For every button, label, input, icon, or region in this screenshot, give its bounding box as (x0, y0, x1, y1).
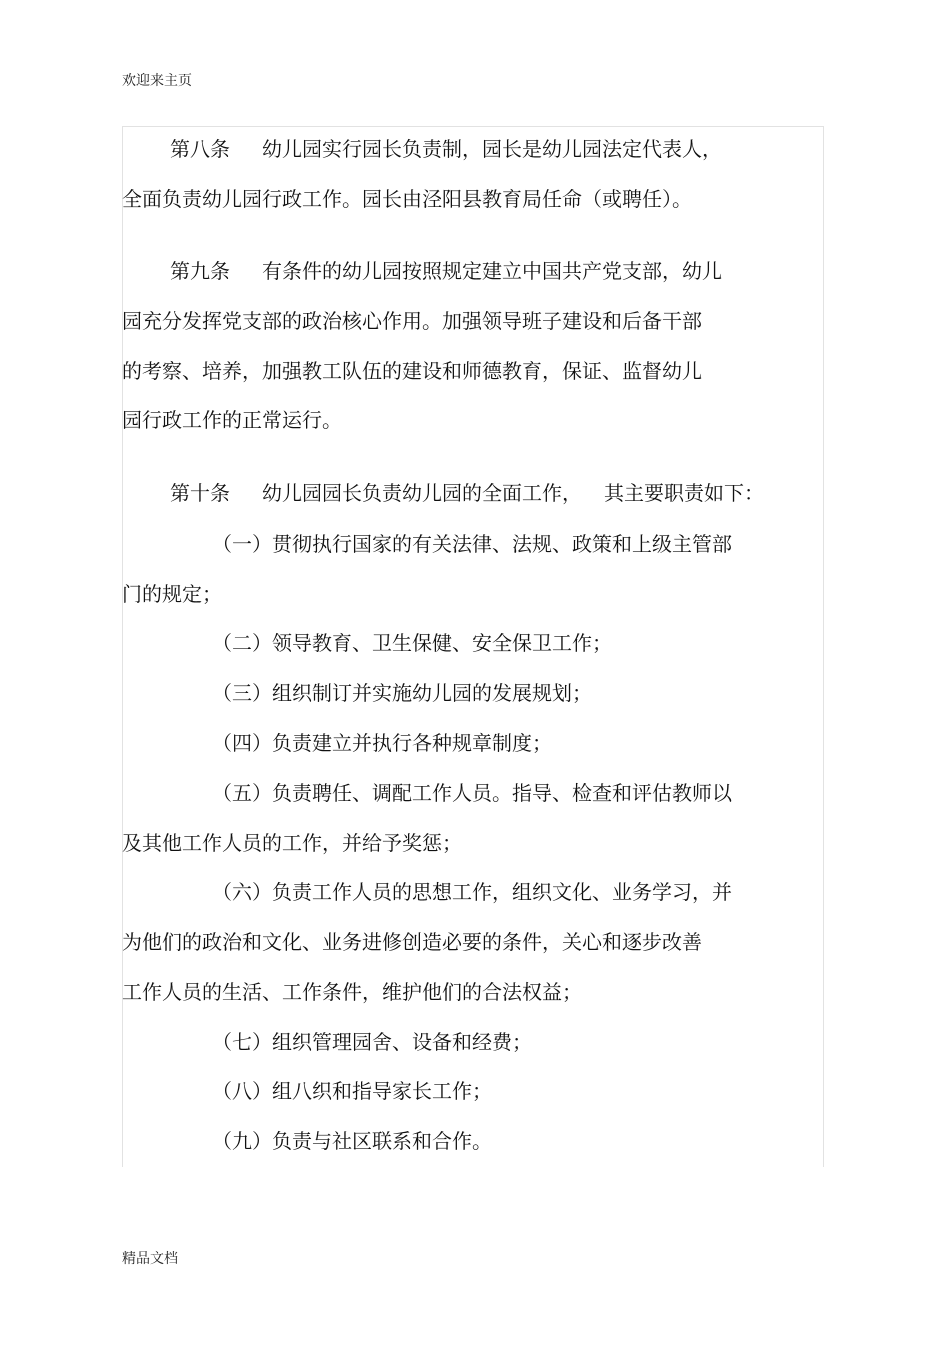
item-1-line-1: （一）贯彻执行国家的有关法律、法规、政策和上级主管部 (212, 532, 732, 556)
article-9-text-1: 有条件的幼儿园按照规定建立中国共产党支部，幼儿 (262, 259, 722, 283)
article-9-text-3: 的考察、培养，加强教工队伍的建设和师德教育，保证、监督幼儿 (122, 359, 702, 383)
page-footer: 精品文档 (122, 1251, 178, 1267)
page-header: 欢迎来主页 (122, 73, 192, 89)
item-9: （九）负责与社区联系和合作。 (212, 1129, 492, 1153)
article-9-text-2: 园充分发挥党支部的政治核心作用。加强领导班子建设和后备干部 (122, 309, 702, 333)
item-5-line-1: （五）负责聘任、调配工作人员。指导、检查和评估教师以 (212, 781, 732, 805)
article-8-text-1: 幼儿园实行园长负责制，园长是幼儿园法定代表人， (262, 137, 722, 161)
article-10-label: 第十条 (170, 481, 230, 505)
item-6-line-1: （六）负责工作人员的思想工作，组织文化、业务学习，并 (212, 880, 732, 904)
item-7: （七）组织管理园舍、设备和经费； (212, 1030, 532, 1054)
item-8: （八）组八织和指导家长工作； (212, 1079, 492, 1103)
article-9-label: 第九条 (170, 259, 230, 283)
article-9-text-4: 园行政工作的正常运行。 (122, 408, 342, 432)
article-10-text-1a: 幼儿园园长负责幼儿园的全面工作， (262, 481, 582, 505)
article-10-first-line (170, 481, 764, 505)
item-5-line-2: 及其他工作人员的工作，并给予奖惩； (122, 831, 462, 855)
item-6-line-2: 为他们的政治和文化、业务进修创造必要的条件，关心和逐步改善 (122, 930, 702, 954)
item-6-line-3: 工作人员的生活、工作条件，维护他们的合法权益； (122, 980, 582, 1004)
article-9-first-line (170, 259, 722, 283)
article-8-label: 第八条 (170, 137, 230, 161)
item-1-line-2: 门的规定； (122, 582, 222, 606)
item-2: （二）领导教育、卫生保健、安全保卫工作； (212, 631, 612, 655)
article-8-first-line (170, 137, 722, 161)
article-10-text-1b: 其主要职责如下： (604, 481, 764, 505)
item-4: （四）负责建立并执行各种规章制度； (212, 731, 552, 755)
item-3: （三）组织制订并实施幼儿园的发展规划； (212, 681, 592, 705)
article-8-text-2: 全面负责幼儿园行政工作。园长由泾阳县教育局任命（或聘任）。 (122, 187, 692, 211)
